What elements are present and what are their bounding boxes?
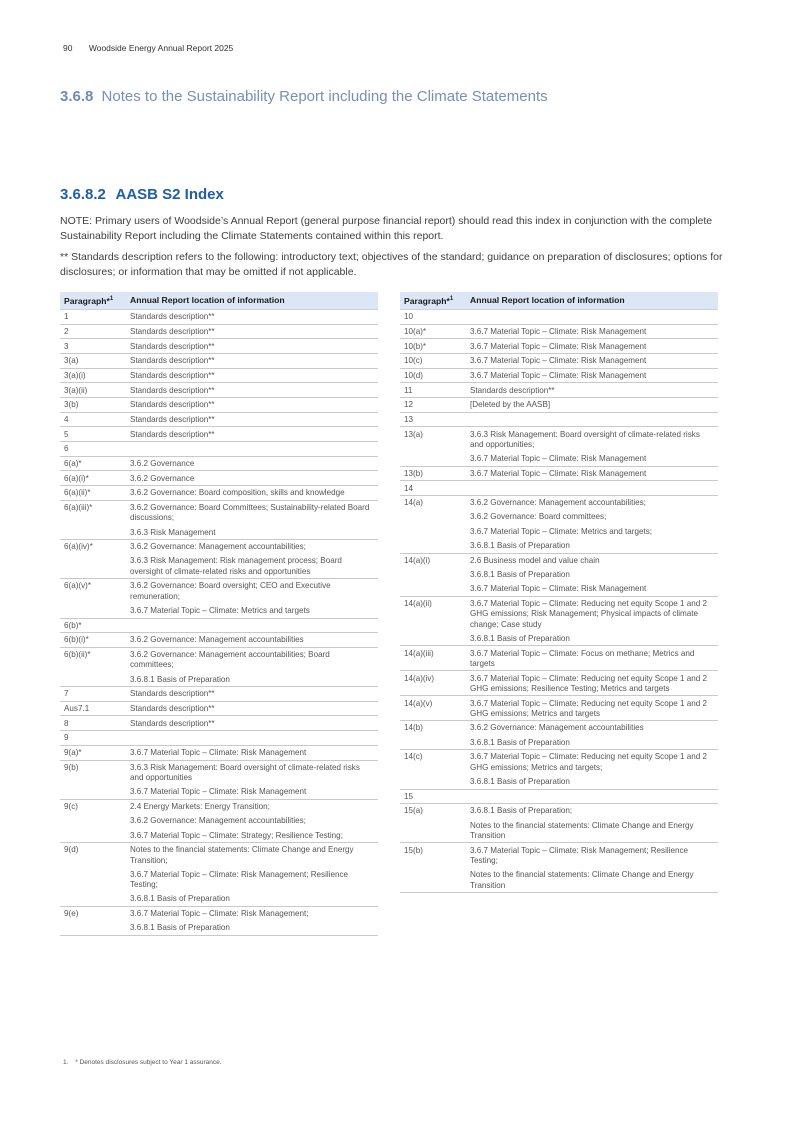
table-row bbox=[60, 843, 378, 907]
location-cell bbox=[466, 324, 718, 339]
table-row bbox=[400, 310, 718, 325]
location-line: 3.6.7 Material Topic – Climate: Risk Management; bbox=[130, 909, 309, 919]
location-line: 3.6.7 Material Topic – Climate: Risk Management bbox=[470, 468, 647, 478]
location-cell bbox=[466, 412, 718, 427]
table-row bbox=[400, 398, 718, 413]
location-line: 3.6.2 Governance bbox=[130, 473, 195, 483]
table-body-right bbox=[400, 310, 718, 893]
paragraph-cell: 10 bbox=[400, 310, 466, 325]
table-row bbox=[400, 324, 718, 339]
location-line: Standards description** bbox=[130, 414, 215, 424]
paragraph-cell: 12 bbox=[400, 398, 466, 413]
location-cell bbox=[126, 799, 378, 842]
location-line: 3.6.2 Governance: Board oversight; CEO and Executive remuneration; bbox=[130, 581, 331, 601]
location-cell bbox=[126, 398, 378, 413]
location-cell bbox=[466, 354, 718, 369]
paragraph-cell: 3(a)(ii) bbox=[60, 383, 126, 398]
table-row bbox=[400, 481, 718, 496]
paragraph-cell: 14(a)(iii) bbox=[400, 646, 466, 671]
paragraph-cell: 9(a)* bbox=[60, 745, 126, 760]
paragraph-cell: 6(b)(ii)* bbox=[60, 647, 126, 686]
table-row bbox=[60, 427, 378, 442]
location-line: 3.6.2 Governance: Management accountabilities; bbox=[130, 542, 306, 552]
table-row bbox=[60, 731, 378, 746]
location-cell bbox=[126, 383, 378, 398]
paragraph-cell: 3(a)(i) bbox=[60, 368, 126, 383]
table-row bbox=[400, 696, 718, 721]
paragraph-cell: 10(a)* bbox=[400, 324, 466, 339]
paragraph-cell: 2 bbox=[60, 324, 126, 339]
paragraph-cell: 14(a)(iv) bbox=[400, 671, 466, 696]
paragraph-cell: 9(b) bbox=[60, 760, 126, 799]
location-line: 3.6.7 Material Topic – Climate: Risk Management; Resilience Testing; bbox=[470, 845, 689, 865]
location-line: 3.6.2 Governance: Management accountabilities bbox=[130, 635, 304, 645]
location-line: 3.6.2 Governance: Management accountabilities; bbox=[470, 498, 646, 508]
paragraph-cell: 15 bbox=[400, 789, 466, 804]
table-row bbox=[60, 368, 378, 383]
note-standards-description: ** Standards description refers to the following: introductory text; objectives of the standard; guidance on preparation of disclosures; options for disclosures; or information that may be omitted if not applicable. bbox=[60, 251, 723, 278]
location-line: Standards description** bbox=[130, 400, 215, 410]
location-line: 3.6.8.1 Basis of Preparation bbox=[130, 674, 230, 684]
location-cell bbox=[126, 579, 378, 618]
paragraph-cell: 6(a)* bbox=[60, 456, 126, 471]
location-line: 3.6.7 Material Topic – Climate: Reducing net equity Scope 1 and 2 GHG emissions; Risk Management; Physical impacts of climate change; Case study bbox=[470, 599, 707, 629]
paragraph-cell: 10(b)* bbox=[400, 339, 466, 354]
table-row bbox=[400, 339, 718, 354]
table-row bbox=[400, 789, 718, 804]
paragraph-cell: 10(c) bbox=[400, 354, 466, 369]
table-row bbox=[60, 687, 378, 702]
location-line: 3.6.2 Governance bbox=[130, 458, 195, 468]
paragraph-cell: 13(b) bbox=[400, 466, 466, 481]
table-row bbox=[60, 383, 378, 398]
section-title: Notes to the Sustainability Report including the Climate Statements bbox=[101, 88, 548, 105]
location-line: 3.6.7 Material Topic – Climate: Risk Management; Resilience Testing; bbox=[130, 869, 349, 890]
location-line: 3.6.7 Material Topic – Climate: Reducing net equity Scope 1 and 2 GHG emissions; Resilience Testing; Metrics and targets bbox=[470, 673, 707, 693]
location-line: 2.6 Business model and value chain bbox=[470, 555, 600, 565]
paragraph-cell: 14(a)(v) bbox=[400, 696, 466, 721]
table-row bbox=[60, 760, 378, 799]
location-cell bbox=[126, 716, 378, 731]
location-line: 3.6.8.1 Basis of Preparation bbox=[470, 777, 570, 787]
subsection-title: AASB S2 Index bbox=[115, 186, 224, 203]
location-line: 3.6.7 Material Topic – Climate: Metrics and targets; bbox=[470, 526, 653, 536]
location-line: 3.6.2 Governance: Board composition, skills and knowledge bbox=[130, 488, 345, 498]
table-row bbox=[60, 442, 378, 457]
paragraph-cell: 13(a) bbox=[400, 427, 466, 466]
table-row bbox=[400, 596, 718, 646]
table-row bbox=[400, 466, 718, 481]
location-line: 3.6.7 Material Topic – Climate: Metrics and targets bbox=[130, 606, 310, 616]
table-row bbox=[60, 310, 378, 325]
location-cell bbox=[466, 804, 718, 843]
report-title: Woodside Energy Annual Report 2025 bbox=[88, 43, 234, 53]
col-location-header: Annual Report location of information bbox=[126, 292, 378, 310]
paragraph-cell: 6 bbox=[60, 442, 126, 457]
location-line: 3.6.7 Material Topic – Climate: Reducing net equity Scope 1 and 2 GHG emissions; Metrics and targets; bbox=[470, 752, 707, 772]
table-row bbox=[400, 804, 718, 843]
paragraph-cell: 14(a)(i) bbox=[400, 553, 466, 596]
table-row bbox=[60, 633, 378, 648]
location-line: 3.6.7 Material Topic – Climate: Risk Management bbox=[470, 326, 647, 336]
paragraph-cell: 1 bbox=[60, 310, 126, 325]
location-line: 3.6.2 Governance: Management accountabilities; bbox=[130, 816, 306, 826]
table-row bbox=[60, 799, 378, 842]
table-row bbox=[400, 368, 718, 383]
location-line: Notes to the financial statements: Climate Change and Energy Transition bbox=[470, 870, 694, 890]
location-cell bbox=[466, 696, 718, 721]
location-cell bbox=[466, 466, 718, 481]
paragraph-cell: 11 bbox=[400, 383, 466, 398]
location-line: 3.6.8.1 Basis of Preparation bbox=[470, 737, 570, 747]
location-cell bbox=[126, 339, 378, 354]
table-row bbox=[60, 339, 378, 354]
paragraph-cell: 5 bbox=[60, 427, 126, 442]
location-cell bbox=[466, 721, 718, 750]
location-line: Notes to the financial statements: Climate Change and Energy Transition bbox=[470, 820, 694, 840]
table-row bbox=[60, 412, 378, 427]
location-line: Standards description** bbox=[130, 356, 215, 366]
col-location-header: Annual Report location of information bbox=[466, 292, 718, 310]
location-cell bbox=[126, 368, 378, 383]
location-cell bbox=[126, 701, 378, 716]
table-row bbox=[400, 671, 718, 696]
location-cell bbox=[466, 368, 718, 383]
location-cell bbox=[126, 618, 378, 633]
table-row bbox=[60, 716, 378, 731]
location-line: Standards description** bbox=[130, 341, 215, 351]
location-cell bbox=[126, 310, 378, 325]
location-cell bbox=[126, 412, 378, 427]
location-cell bbox=[466, 383, 718, 398]
paragraph-cell: 9(c) bbox=[60, 799, 126, 842]
location-line: Notes to the financial statements: Climate Change and Energy Transition; bbox=[130, 845, 354, 865]
location-line: Standards description** bbox=[130, 370, 215, 380]
location-cell bbox=[126, 731, 378, 746]
table-row bbox=[60, 579, 378, 618]
location-cell bbox=[126, 486, 378, 501]
location-cell bbox=[466, 671, 718, 696]
location-cell bbox=[466, 750, 718, 789]
location-cell bbox=[466, 553, 718, 596]
table-row bbox=[60, 618, 378, 633]
table-row bbox=[60, 324, 378, 339]
location-cell bbox=[466, 843, 718, 893]
table-row bbox=[400, 750, 718, 789]
paragraph-cell: 14(c) bbox=[400, 750, 466, 789]
paragraph-cell: 6(a)(v)* bbox=[60, 579, 126, 618]
paragraph-cell: 9(d) bbox=[60, 843, 126, 907]
location-line: 3.6.7 Material Topic – Climate: Reducing net equity Scope 1 and 2 GHG emissions; Metrics and targets bbox=[470, 698, 707, 718]
location-cell bbox=[126, 324, 378, 339]
location-line: Standards description** bbox=[130, 704, 215, 713]
location-line: 3.6.2 Governance: Board committees; bbox=[470, 512, 607, 522]
location-line: 3.6.7 Material Topic – Climate: Risk Management bbox=[470, 356, 647, 366]
table-row bbox=[400, 412, 718, 427]
paragraph-cell: 14(b) bbox=[400, 721, 466, 750]
page-header bbox=[63, 43, 233, 53]
table-row bbox=[400, 553, 718, 596]
footnote-number: 1. bbox=[63, 1059, 69, 1066]
table-row bbox=[400, 721, 718, 750]
location-cell bbox=[126, 843, 378, 907]
table-row bbox=[60, 500, 378, 539]
location-line: 3.6.8.1 Basis of Preparation bbox=[470, 633, 570, 643]
paragraph-cell: 14(a)(ii) bbox=[400, 596, 466, 646]
paragraph-cell: 6(b)(i)* bbox=[60, 633, 126, 648]
paragraph-cell: 9(e) bbox=[60, 906, 126, 935]
location-cell bbox=[126, 760, 378, 799]
paragraph-cell: 14(a) bbox=[400, 495, 466, 553]
table-body-left bbox=[60, 310, 378, 936]
location-line: Standards description** bbox=[130, 718, 215, 728]
table-row bbox=[400, 646, 718, 671]
location-line: 3.6.7 Material Topic – Climate: Risk Management bbox=[130, 787, 307, 797]
paragraph-cell: 10(d) bbox=[400, 368, 466, 383]
location-cell bbox=[126, 540, 378, 579]
table-row bbox=[400, 843, 718, 893]
paragraph-cell: 6(a)(i)* bbox=[60, 471, 126, 486]
location-line: 3.6.7 Material Topic – Climate: Risk Management bbox=[470, 584, 647, 594]
location-cell bbox=[126, 427, 378, 442]
paragraph-cell: 14 bbox=[400, 481, 466, 496]
table-row bbox=[60, 398, 378, 413]
location-line: 3.6.2 Governance: Board Committees; Sustainability-related Board discussions; bbox=[130, 502, 370, 523]
location-line: 3.6.8.1 Basis of Preparation; bbox=[470, 806, 573, 816]
paragraph-cell: 6(a)(ii)* bbox=[60, 486, 126, 501]
table-row bbox=[60, 540, 378, 579]
location-line: 3.6.3 Risk Management: Board oversight of climate-related risks and opportunities bbox=[130, 762, 360, 782]
location-line: 3.6.3 Risk Management: Board oversight of climate-related risks and opportunities; bbox=[470, 429, 700, 449]
location-cell bbox=[126, 906, 378, 935]
subsection-number: 3.6.8.2 bbox=[60, 186, 106, 203]
location-line: 3.6.2 Governance: Management accountabilities bbox=[470, 723, 644, 733]
paragraph-cell: 6(a)(iii)* bbox=[60, 500, 126, 539]
table-row bbox=[60, 354, 378, 369]
location-cell bbox=[466, 398, 718, 413]
table-row bbox=[60, 745, 378, 760]
table-row bbox=[60, 456, 378, 471]
location-line: 3.6.7 Material Topic – Climate: Risk Management bbox=[470, 341, 647, 351]
paragraph-cell: 13 bbox=[400, 412, 466, 427]
location-cell bbox=[466, 646, 718, 671]
table-header-row bbox=[60, 292, 378, 310]
table-row bbox=[400, 427, 718, 466]
location-line: 3.6.7 Material Topic – Climate: Strategy; Resilience Testing; bbox=[130, 830, 343, 840]
location-line: 3.6.3 Risk Management: Risk management process; Board oversight of climate-related risks and opportunities bbox=[130, 556, 342, 576]
table-row bbox=[60, 906, 378, 935]
location-cell bbox=[126, 687, 378, 702]
table-header-row bbox=[400, 292, 718, 310]
location-line: Standards description** bbox=[130, 312, 215, 322]
location-line: 3.6.8.1 Basis of Preparation bbox=[470, 541, 570, 551]
location-line: 3.6.8.1 Basis of Preparation bbox=[130, 894, 230, 904]
location-cell bbox=[466, 481, 718, 496]
subsection-heading bbox=[60, 186, 224, 203]
location-line: 3.6.7 Material Topic – Climate: Risk Management bbox=[130, 748, 307, 758]
table-row bbox=[400, 495, 718, 553]
location-cell bbox=[466, 495, 718, 553]
location-cell bbox=[466, 310, 718, 325]
location-line: 3.6.3 Risk Management bbox=[130, 527, 216, 537]
location-line: Standards description** bbox=[130, 326, 215, 336]
note-primary-users: NOTE: Primary users of Woodside’s Annual Report (general purpose financial report) should read this index in conjunction with the complete Sustainability Report including the Climate Statements contained within this report. bbox=[60, 215, 713, 242]
paragraph-cell: 3(a) bbox=[60, 354, 126, 369]
location-line: 2.4 Energy Markets: Energy Transition; bbox=[130, 801, 270, 811]
index-table-right bbox=[400, 292, 718, 893]
section-heading bbox=[60, 88, 548, 105]
location-line: 3.6.7 Material Topic – Climate: Focus on methane; Metrics and targets bbox=[470, 648, 695, 668]
location-cell bbox=[466, 789, 718, 804]
paragraph-cell: 7 bbox=[60, 687, 126, 702]
paragraph-cell: Aus7.1 bbox=[60, 701, 126, 716]
table-row bbox=[400, 383, 718, 398]
location-cell bbox=[126, 745, 378, 760]
location-line: 3.6.7 Material Topic – Climate: Risk Management bbox=[470, 454, 647, 464]
index-table-left bbox=[60, 292, 378, 936]
location-line: [Deleted by the AASB] bbox=[470, 400, 551, 410]
page-number: 90 bbox=[63, 43, 73, 53]
location-cell bbox=[466, 339, 718, 354]
location-cell bbox=[126, 500, 378, 539]
location-line: 3.6.7 Material Topic – Climate: Risk Management bbox=[470, 370, 647, 380]
col-paragraph-header: Paragraph*$^1$ bbox=[60, 292, 126, 310]
paragraph-cell: 3(b) bbox=[60, 398, 126, 413]
location-line: 3.6.8.1 Basis of Preparation bbox=[130, 923, 230, 933]
paragraph-cell: 15(b) bbox=[400, 843, 466, 893]
location-cell bbox=[466, 427, 718, 466]
footnote bbox=[63, 1059, 222, 1066]
paragraph-cell: 15(a) bbox=[400, 804, 466, 843]
location-cell bbox=[126, 456, 378, 471]
paragraph-cell: 8 bbox=[60, 716, 126, 731]
paragraph-cell: 9 bbox=[60, 731, 126, 746]
paragraph-cell: 6(b)* bbox=[60, 618, 126, 633]
location-line: Standards description** bbox=[130, 689, 215, 699]
paragraph-cell: 6(a)(iv)* bbox=[60, 540, 126, 579]
location-cell bbox=[126, 442, 378, 457]
location-cell bbox=[126, 633, 378, 648]
paragraph-cell: 3 bbox=[60, 339, 126, 354]
location-line: Standards description** bbox=[130, 429, 215, 439]
table-row bbox=[400, 354, 718, 369]
table-row bbox=[60, 647, 378, 686]
location-line: Standards description** bbox=[470, 385, 555, 395]
paragraph-cell: 4 bbox=[60, 412, 126, 427]
location-cell bbox=[466, 596, 718, 646]
location-cell bbox=[126, 647, 378, 686]
table-row bbox=[60, 701, 378, 716]
section-number: 3.6.8 bbox=[60, 88, 94, 105]
location-line: Standards description** bbox=[130, 385, 215, 395]
location-cell bbox=[126, 354, 378, 369]
footnote-text: * Denotes disclosures subject to Year 1 assurance. bbox=[75, 1059, 222, 1066]
location-line: 3.6.2 Governance: Management accountabilities; Board committees; bbox=[130, 650, 330, 670]
location-line: 3.6.8.1 Basis of Preparation bbox=[470, 570, 570, 580]
table-row bbox=[60, 471, 378, 486]
location-cell bbox=[126, 471, 378, 486]
table-row bbox=[60, 486, 378, 501]
col-paragraph-header: Paragraph*$^1$ bbox=[400, 292, 466, 310]
